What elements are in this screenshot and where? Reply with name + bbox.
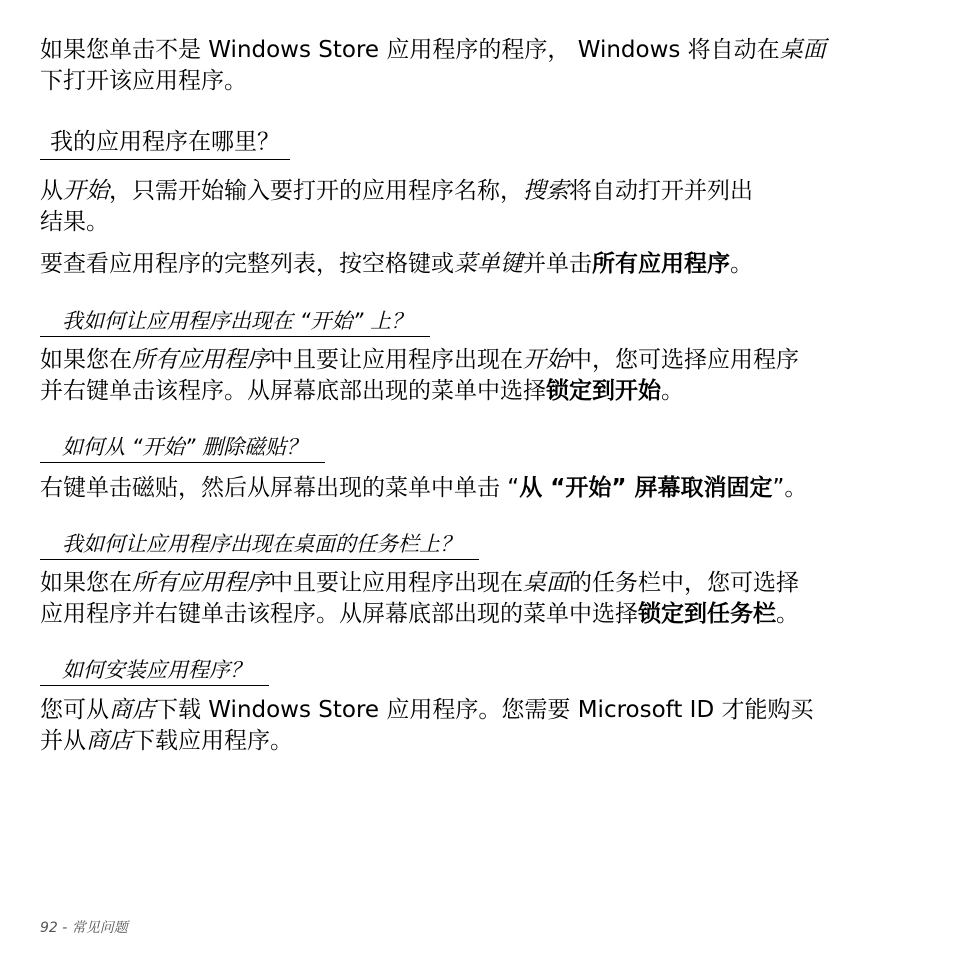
section-heading-remove-tile: 如何从 “开始” 删除磁贴？ — [40, 433, 325, 463]
store-term: 商店 — [109, 697, 155, 723]
section4-line-2 — [40, 599, 918, 630]
search-term: 搜索 — [523, 178, 569, 204]
section3-line-1 — [40, 473, 918, 504]
section1-p1-line-1 — [40, 176, 918, 207]
section1-paragraph-1 — [40, 176, 918, 238]
pin-to-taskbar-term: 锁定到任务栏 — [638, 601, 776, 627]
text-run: 中且要让应用程序出现在 — [270, 347, 523, 373]
section5-line-1 — [40, 695, 918, 726]
text-run: 如果您在 — [40, 570, 132, 596]
section-heading-pin-to-start: 我如何让应用程序出现在 “开始” 上？ — [40, 307, 430, 337]
text-run: 右键单击磁贴，然后从屏幕出现的菜单中单击 “ — [40, 475, 520, 501]
text-run: 将自动打开并列出 — [569, 178, 753, 204]
text-run: 要查看应用程序的完整列表，按空格键或 — [40, 251, 454, 277]
section2-line-1 — [40, 345, 918, 376]
section2-paragraph — [40, 345, 918, 407]
intro-line-2: 下打开该应用程序。 — [40, 68, 247, 94]
section-heading-where-apps: 我的应用程序在哪里？ — [40, 127, 290, 160]
text-run: 并右键单击该程序。从屏幕底部出现的菜单中选择 — [40, 378, 546, 404]
text-run: 您可从 — [40, 697, 109, 723]
pin-to-start-term: 锁定到开始 — [546, 378, 661, 404]
desktop-term: 桌面 — [523, 570, 569, 596]
section1-paragraph-2 — [40, 249, 918, 280]
start-term: 开始 — [523, 347, 569, 373]
text-run: 并单击 — [523, 251, 592, 277]
all-apps-term: 所有应用程序 — [132, 570, 270, 596]
intro-desktop-term: 桌面 — [779, 37, 826, 63]
text-run: 并从 — [40, 728, 86, 754]
text-run: 中且要让应用程序出现在 — [270, 570, 523, 596]
text-run: 。 — [776, 601, 799, 627]
text-run: 。 — [661, 378, 684, 404]
text-run: 下载 Windows Store 应用程序。您需要 Microsoft ID 才能购买 — [155, 697, 814, 723]
section5-line-2 — [40, 726, 918, 757]
unpin-from-start-term: 从 “开始” 屏幕取消固定 — [519, 475, 773, 501]
section3-paragraph — [40, 473, 918, 504]
menu-key-term: 菜单键 — [454, 251, 523, 277]
text-run: 从 — [40, 178, 63, 204]
text-run: 如果您在 — [40, 347, 132, 373]
section-heading-pin-to-taskbar: 我如何让应用程序出现在桌面的任务栏上？ — [40, 530, 479, 560]
text-run: ”。 — [772, 475, 808, 501]
section1-p1-line-2: 结果。 — [40, 209, 109, 235]
intro-paragraph — [40, 35, 918, 97]
intro-text: 如果您单击不是 Windows Store 应用程序的程序， Windows 将自动在 — [40, 37, 780, 63]
start-term: 开始 — [63, 178, 109, 204]
page-footer: 92 - 常见问题 — [40, 920, 128, 936]
text-run: 应用程序并右键单击该程序。从屏幕底部出现的菜单中选择 — [40, 601, 638, 627]
text-run: 的任务栏中，您可选择 — [569, 570, 799, 596]
all-apps-term: 所有应用程序 — [592, 251, 730, 277]
section4-paragraph — [40, 568, 918, 630]
store-term: 商店 — [86, 728, 132, 754]
text-run: 中，您可选择应用程序 — [569, 347, 799, 373]
section-heading-install-apps: 如何安装应用程序？ — [40, 656, 269, 686]
text-run: 下载应用程序。 — [132, 728, 293, 754]
section2-line-2 — [40, 376, 918, 407]
intro-line-1 — [40, 35, 918, 66]
text-run: 。 — [730, 251, 753, 277]
section1-p2-line-1 — [40, 249, 918, 280]
all-apps-term: 所有应用程序 — [132, 347, 270, 373]
section4-line-1 — [40, 568, 918, 599]
text-run: ，只需开始输入要打开的应用程序名称， — [109, 178, 523, 204]
section5-paragraph — [40, 695, 918, 757]
